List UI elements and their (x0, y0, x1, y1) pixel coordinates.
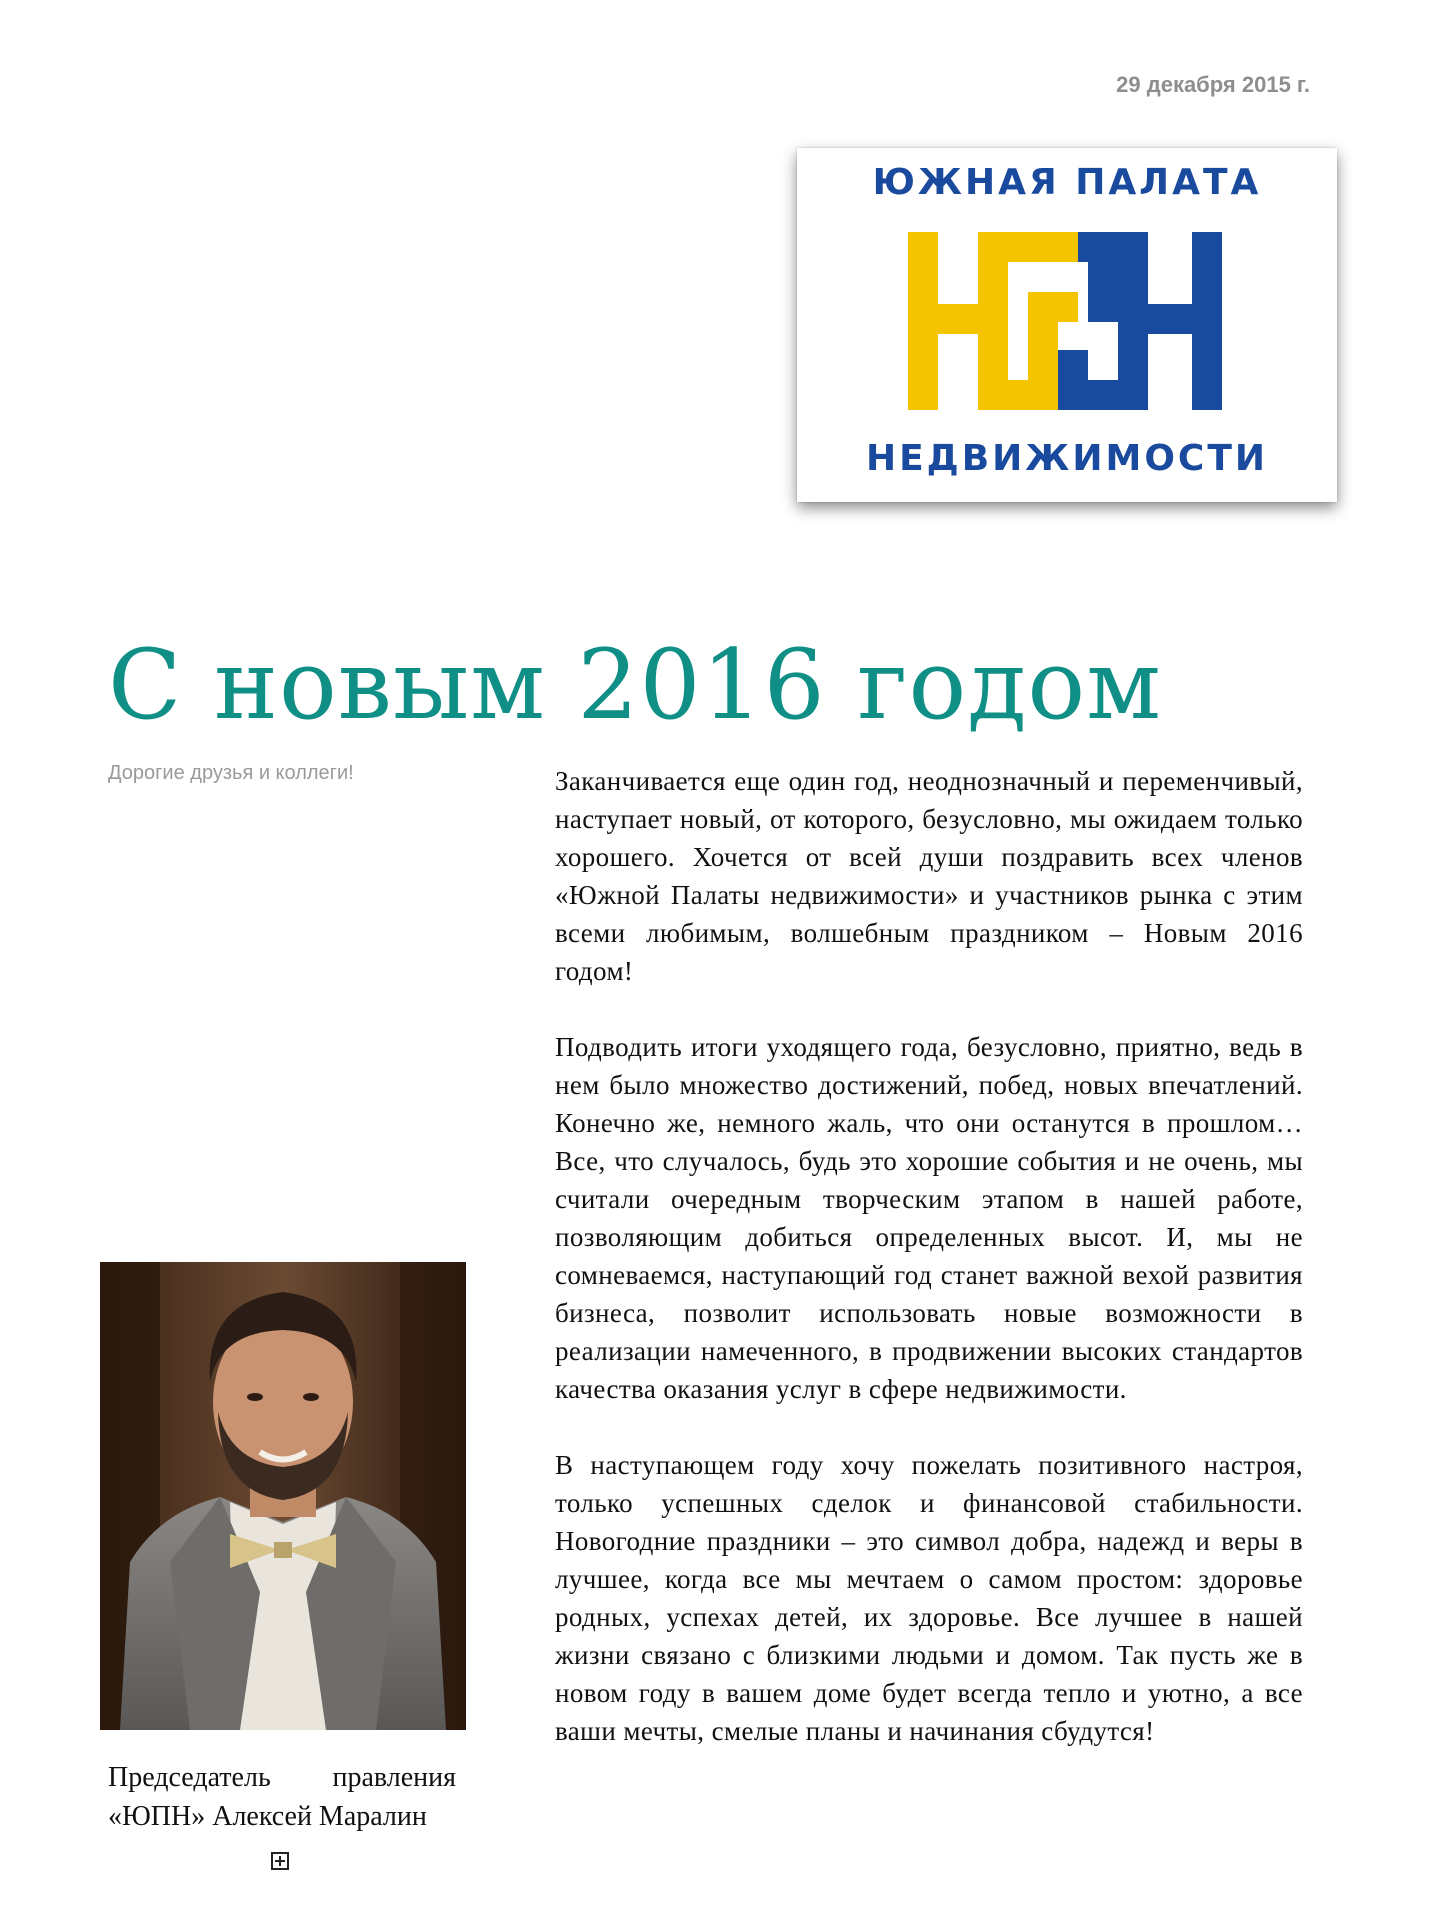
document-date: 29 декабря 2015 г. (1116, 72, 1310, 97)
chairman-photo (100, 1262, 466, 1730)
logo-bottom-text: НЕДВИЖИМОСТИ (865, 438, 1269, 479)
logo-mark-icon (908, 232, 1222, 410)
expand-icon[interactable] (271, 1852, 289, 1870)
logo-card (797, 148, 1337, 502)
paragraph: В наступающем году хочу пожелать позитивного настроя, только успешных сделок и финансовой стабильности. Новогодние праздники – это символ добра, надежд и веры в лучшее, когда все мы мечтаем о самом простом: здоровье родных, успехах детей, их здоровье. Все лучшее в нашей жизни связано с близкими людьми и домом. Так пусть же в новом году в вашем доме будет всегда тепло и уютно, а все ваши мечты, смелые планы и начинания сбудутся! (555, 1450, 1303, 1746)
paragraph: Заканчивается еще один год, неоднозначный и переменчивый, наступает новый, от которого, безусловно, мы ожидаем только хорошего. Хочется от всей души поздравить всех членов «Южной Палаты недвижимости» и участников рынка с этим всеми любимым, волшебным праздником – Новым 2016 годом! (555, 766, 1303, 986)
logo-top-text: ЮЖНАЯ ПАЛАТА (872, 162, 1262, 203)
page-title: С новым 2016 годом (108, 629, 1162, 742)
paragraph: Подводить итоги уходящего года, безусловно, приятно, ведь в нем было множество достижений, побед, новых впечатлений. Конечно же, немного жаль, что они останутся в прошлом… Все, что случалось, будь это хорошие события и не очень, мы считали очередным творческим этапом в нашей работе, позволяющим добиться определенных высот. И, мы не сомневаемся, наступающий год станет важной вехой развития бизнеса, позволит использовать новые возможности в реализации намеченного, в продвижении высоких стандартов качества оказания услуг в сфере недвижимости. (555, 1032, 1303, 1404)
letter-body (555, 762, 1303, 1788)
greeting: Дорогие друзья и коллеги! (108, 762, 354, 784)
photo-caption: Председатель правления «ЮПН» Алексей Маралин (108, 1762, 456, 1832)
